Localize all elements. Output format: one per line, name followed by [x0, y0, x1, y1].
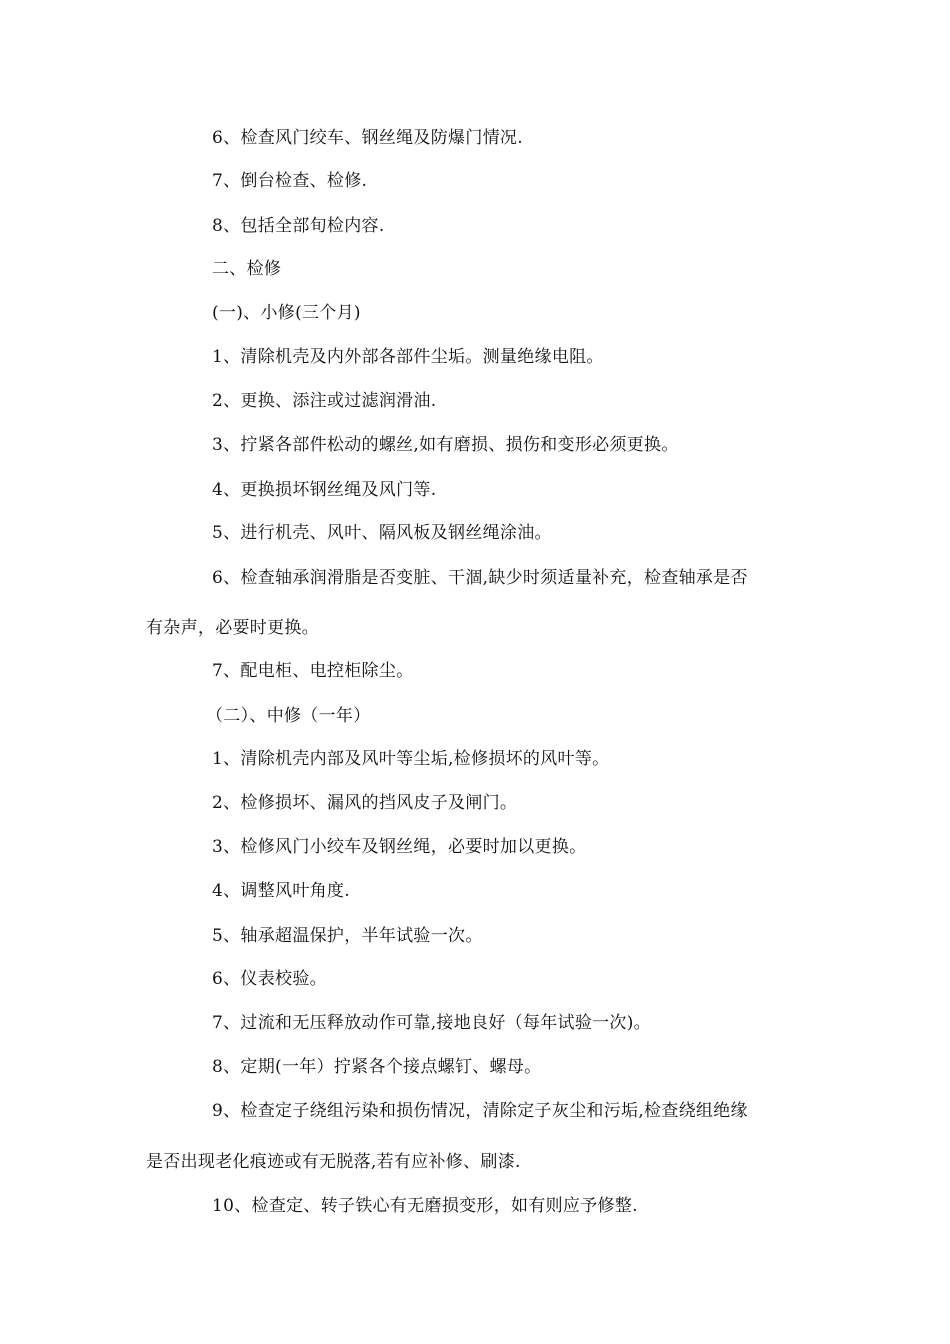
- paragraph-line: 8、包括全部旬检内容.: [212, 216, 385, 236]
- paragraph-line: 6、检查风门绞车、钢丝绳及防爆门情况.: [212, 128, 523, 148]
- paragraph-line: 7、配电柜、电控柜除尘。: [212, 661, 414, 681]
- paragraph-line: 4、更换损坏钢丝绳及风门等.: [212, 480, 437, 500]
- paragraph-line: 8、定期(一年）拧紧各个接点螺钉、螺母。: [212, 1057, 542, 1077]
- paragraph-line: 3、拧紧各部件松动的螺丝,如有磨损、损伤和变形必须更换。: [212, 435, 679, 455]
- paragraph-line: 4、调整风叶角度.: [212, 881, 350, 901]
- paragraph-line: 是否出现老化痕迹或有无脱落,若有应补修、刷漆.: [146, 1152, 521, 1172]
- paragraph-line: 1、清除机壳及内外部各部件尘垢。测量绝缘电阻。: [212, 347, 604, 367]
- paragraph-line: 10、检查定、转子铁心有无磨损变形，如有则应予修整.: [212, 1196, 638, 1216]
- subsection-heading: (一)、小修(三个月): [212, 303, 361, 323]
- paragraph-line: 有杂声，必要时更换。: [146, 618, 319, 638]
- paragraph-line: 2、检修损坏、漏风的挡风皮子及闸门。: [212, 793, 518, 813]
- paragraph-line: 5、轴承超温保护，半年试验一次。: [212, 926, 483, 946]
- paragraph-line: 7、过流和无压释放动作可靠,接地良好（每年试验一次)。: [212, 1013, 651, 1033]
- paragraph-line: 7、倒台检查、检修.: [212, 171, 368, 191]
- paragraph-line: 6、检查轴承润滑脂是否变脏、干涸,缺少时须适量补充，检查轴承是否: [212, 568, 748, 588]
- paragraph-line: 5、进行机壳、风叶、隔风板及钢丝绳涂油。: [212, 523, 552, 543]
- paragraph-line: 2、更换、添注或过滤润滑油.: [212, 391, 437, 411]
- paragraph-line: 3、检修风门小绞车及钢丝绳，必要时加以更换。: [212, 837, 587, 857]
- paragraph-line: 9、检查定子绕组污染和损伤情况，清除定子灰尘和污垢,检查绕组绝缘: [212, 1101, 748, 1121]
- paragraph-line: 1、清除机壳内部及风叶等尘垢,检修损坏的风叶等。: [212, 749, 610, 769]
- section-heading: 二、检修: [212, 259, 282, 279]
- subsection-heading: （二）、中修（一年）: [206, 706, 371, 726]
- paragraph-line: 6、仪表校验。: [212, 969, 327, 989]
